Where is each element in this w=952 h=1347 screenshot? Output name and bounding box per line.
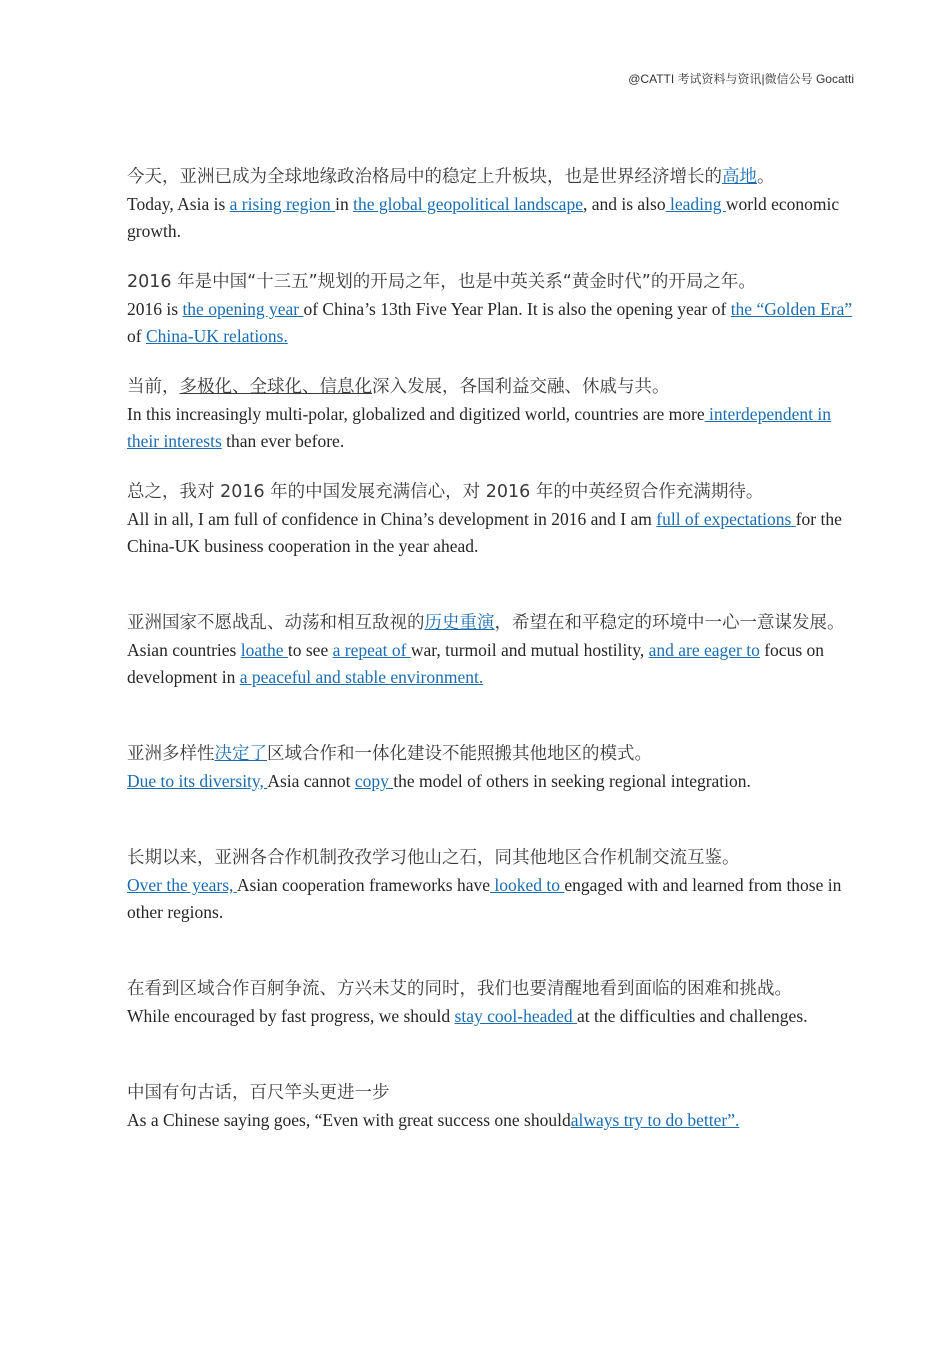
highlighted-phrase: 历史重演 bbox=[424, 613, 495, 633]
english-translation bbox=[127, 1107, 857, 1134]
text-run: war, turmoil and mutual hostility, bbox=[410, 640, 649, 660]
paragraph-pair-2 bbox=[127, 268, 857, 350]
text-run: than ever before. bbox=[221, 431, 345, 451]
document-body bbox=[127, 163, 857, 1134]
chinese-sentence bbox=[127, 163, 857, 191]
text-run: 长期以来，亚洲各合作机制孜孜学习他山之石，同其他地区合作机制交流互鉴。 bbox=[127, 848, 740, 868]
text-run: engaged with and learned from those in other regions. bbox=[127, 875, 842, 922]
text-run: , and is also bbox=[582, 194, 666, 214]
english-translation bbox=[127, 1003, 857, 1030]
paragraph-pair-7 bbox=[127, 844, 857, 926]
paragraph-pair-9 bbox=[127, 1079, 857, 1134]
text-run: All in all, I am full of confidence in China’s development in 2016 and I am bbox=[127, 509, 657, 529]
text-run: Asian cooperation frameworks have bbox=[236, 875, 490, 895]
english-translation bbox=[127, 768, 857, 795]
text-run: 2016 年是中国“十三五”规划的开局之年，也是中英关系“黄金时代”的开局之年。 bbox=[127, 272, 756, 292]
highlighted-phrase: loathe bbox=[240, 640, 288, 660]
text-run: of China’s 13th Five Year Plan. It is also the opening year of bbox=[303, 299, 731, 319]
paragraph-pair-1 bbox=[127, 163, 857, 245]
text-run: 中国有句古话，百尺竿头更进一步 bbox=[127, 1083, 390, 1103]
text-run: 深入发展，各国利益交融、休戚与共。 bbox=[372, 377, 670, 397]
text-run: ，希望在和平稳定的环境中一心一意谋发展。 bbox=[494, 613, 845, 633]
highlighted-phrase: 决定了 bbox=[214, 744, 267, 764]
highlighted-phrase: Over the years, bbox=[127, 875, 237, 895]
watermark-header: @CATTI 考试资料与资讯|微信公号 Gocatti bbox=[628, 72, 854, 86]
text-run: focus on development in bbox=[127, 640, 825, 687]
highlighted-phrase: looked to bbox=[490, 875, 565, 895]
highlighted-phrase: copy bbox=[354, 771, 394, 791]
text-run: the model of others in seeking regional integration. bbox=[393, 771, 751, 791]
paragraph-pair-6 bbox=[127, 740, 857, 795]
text-run: While encouraged by fast progress, we should bbox=[127, 1006, 455, 1026]
english-translation bbox=[127, 296, 857, 350]
chinese-sentence bbox=[127, 844, 857, 872]
highlighted-phrase: Due to its diversity, bbox=[127, 771, 268, 791]
text-run: 当前， bbox=[127, 377, 180, 397]
highlighted-phrase: full of expectations bbox=[656, 509, 796, 529]
text-run: 亚洲多样性 bbox=[127, 744, 215, 764]
text-run: As a Chinese saying goes, “Even with great success one should bbox=[127, 1110, 571, 1130]
english-translation bbox=[127, 872, 857, 926]
text-run: 2016 is bbox=[127, 299, 183, 319]
english-translation bbox=[127, 506, 857, 560]
highlighted-phrase: a repeat of bbox=[332, 640, 411, 660]
paragraph-pair-3 bbox=[127, 373, 857, 455]
text-run: Today, Asia is bbox=[127, 194, 230, 214]
text-run: In this increasingly multi-polar, globalized and digitized world, countries are more bbox=[127, 404, 705, 424]
highlighted-phrase: China-UK relations. bbox=[145, 326, 288, 346]
english-translation bbox=[127, 401, 857, 455]
text-run: 亚洲国家不愿战乱、动荡和相互敌视的 bbox=[127, 613, 425, 633]
english-translation bbox=[127, 191, 857, 245]
text-run: 在看到区域合作百舸争流、方兴未艾的同时，我们也要清醒地看到面临的困难和挑战。 bbox=[127, 979, 792, 999]
chinese-sentence bbox=[127, 740, 857, 768]
highlighted-phrase: interdependent in their interests bbox=[127, 404, 831, 451]
text-run: for the China-UK business cooperation in the year ahead. bbox=[127, 509, 842, 556]
highlighted-phrase: the “Golden Era” bbox=[730, 299, 853, 319]
underlined-phrase: 多极化、全球化、信息化 bbox=[179, 377, 372, 397]
chinese-sentence bbox=[127, 268, 857, 296]
chinese-sentence bbox=[127, 609, 857, 637]
text-run: at the difficulties and challenges. bbox=[577, 1006, 808, 1026]
chinese-sentence bbox=[127, 975, 857, 1003]
highlighted-phrase: a rising region bbox=[229, 194, 336, 214]
highlighted-phrase: a peaceful and stable environment. bbox=[239, 667, 484, 687]
chinese-sentence bbox=[127, 373, 857, 401]
text-run: 区域合作和一体化建设不能照搬其他地区的模式。 bbox=[267, 744, 652, 764]
text-run: of bbox=[127, 326, 146, 346]
text-run: Asian countries bbox=[127, 640, 241, 660]
highlighted-phrase: the global geopolitical landscape bbox=[353, 194, 583, 214]
highlighted-phrase: 高地 bbox=[722, 167, 757, 187]
highlighted-phrase: always try to do better”. bbox=[570, 1110, 740, 1130]
chinese-sentence bbox=[127, 1079, 857, 1107]
highlighted-phrase: and are eager to bbox=[648, 640, 760, 660]
paragraph-pair-8 bbox=[127, 975, 857, 1030]
text-run: to see bbox=[287, 640, 333, 660]
highlighted-phrase: leading bbox=[665, 194, 726, 214]
highlighted-phrase: stay cool-headed bbox=[454, 1006, 577, 1026]
text-run: 今天，亚洲已成为全球地缘政治格局中的稳定上升板块，也是世界经济增长的 bbox=[127, 167, 722, 187]
text-run: 。 bbox=[757, 167, 775, 187]
text-run: in bbox=[335, 194, 354, 214]
text-run: Asia cannot bbox=[267, 771, 355, 791]
text-run: 总之，我对 2016 年的中国发展充满信心，对 2016 年的中英经贸合作充满期待。 bbox=[127, 482, 764, 502]
chinese-sentence bbox=[127, 478, 857, 506]
paragraph-pair-4 bbox=[127, 478, 857, 560]
english-translation bbox=[127, 637, 857, 691]
text-run: world economic growth. bbox=[127, 194, 840, 241]
highlighted-phrase: the opening year bbox=[182, 299, 304, 319]
paragraph-pair-5 bbox=[127, 609, 857, 691]
